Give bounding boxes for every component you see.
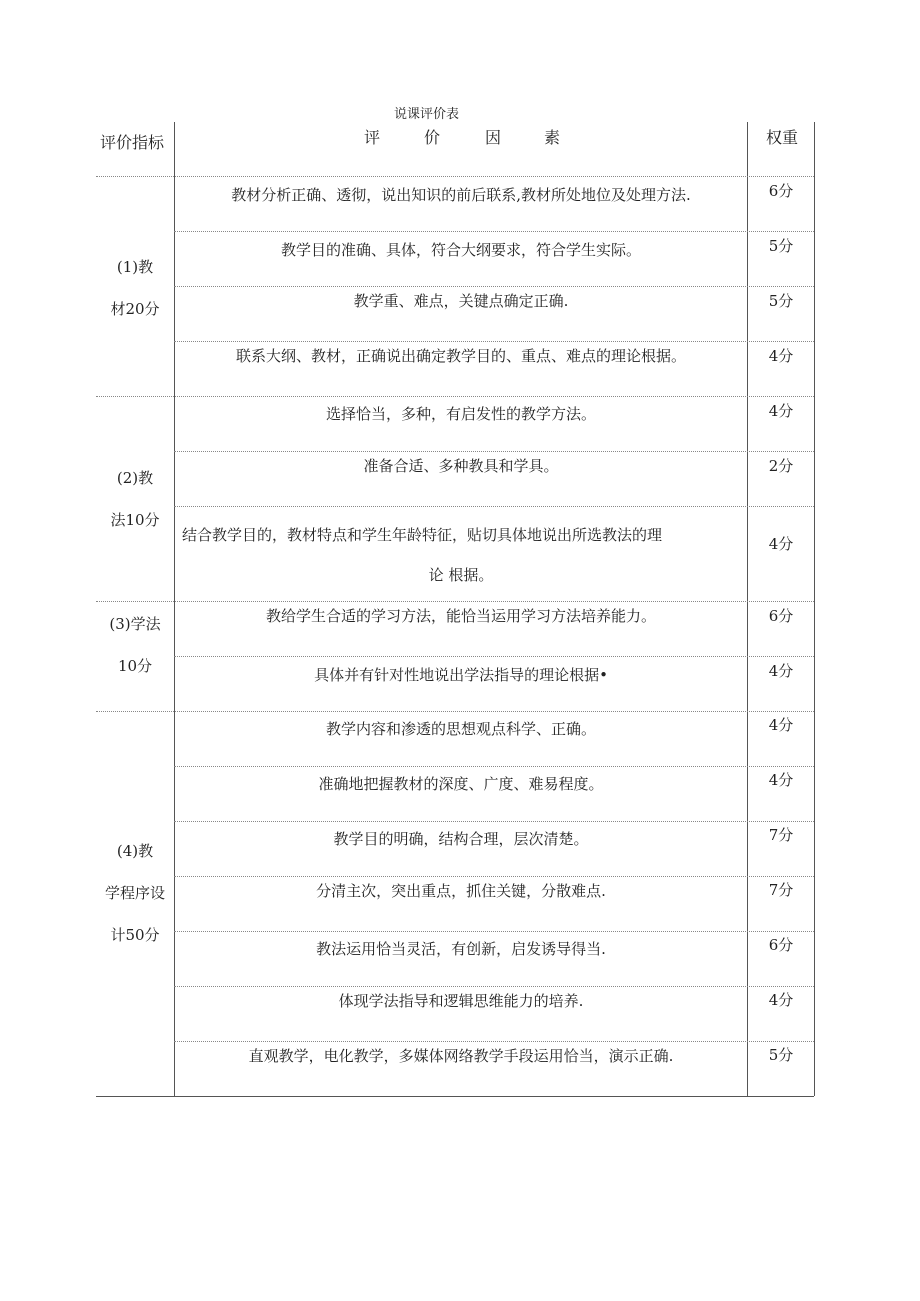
weight-value: 4分 bbox=[768, 991, 794, 1009]
criteria-text: 分清主次，突出重点，抓住关键，分散难点. bbox=[316, 882, 606, 900]
row-divider bbox=[174, 451, 814, 452]
table-border bbox=[174, 122, 175, 1096]
table-border bbox=[814, 122, 815, 1096]
row-divider bbox=[96, 601, 814, 602]
criteria-text: 直观教学，电化教学，多媒体网络教学手段运用恰当，演示正确. bbox=[248, 1047, 674, 1065]
criteria-text: 选择恰当，多种，有启发性的教学方法。 bbox=[325, 405, 596, 423]
table-title: 说课评价表 bbox=[394, 107, 460, 122]
weight-value: 6分 bbox=[768, 182, 794, 200]
indicator-line: (1)教 bbox=[116, 258, 154, 276]
header-criteria-char: 价 bbox=[424, 128, 441, 147]
criteria-text: 体现学法指导和逻辑思维能力的培养. bbox=[338, 992, 584, 1010]
criteria-text: 教学目的明确，结构合理，层次清楚。 bbox=[333, 830, 589, 848]
row-divider bbox=[174, 821, 814, 822]
criteria-text: 教学目的准确、具体，符合大纲要求，符合学生实际。 bbox=[280, 241, 641, 259]
indicator-line: 材20分 bbox=[110, 300, 160, 318]
weight-value: 4分 bbox=[768, 535, 794, 553]
row-divider bbox=[174, 656, 814, 657]
indicator-line: (4)教 bbox=[116, 842, 154, 860]
weight-value: 4分 bbox=[768, 402, 794, 420]
criteria-text: 准确地把握教材的深度、广度、难易程度。 bbox=[318, 775, 604, 793]
row-divider bbox=[174, 1041, 814, 1042]
row-divider bbox=[174, 931, 814, 932]
indicator-label bbox=[96, 603, 174, 687]
weight-value: 4分 bbox=[768, 716, 794, 734]
indicator-label bbox=[96, 830, 174, 956]
criteria-text: 教学内容和渗透的思想观点科学、正确。 bbox=[325, 720, 596, 738]
criteria-text: 教学重、难点，关键点确定正确. bbox=[353, 292, 569, 310]
row-divider bbox=[174, 231, 814, 232]
row-divider bbox=[174, 876, 814, 877]
indicator-line: 10分 bbox=[117, 657, 153, 675]
criteria-text: 教材分析正确、透彻，说出知识的前后联系,教材所处地位及处理方法. bbox=[231, 186, 691, 204]
header-weight: 权重 bbox=[766, 128, 799, 147]
indicator-line: (2)教 bbox=[116, 469, 154, 487]
row-divider bbox=[174, 986, 814, 987]
weight-value: 4分 bbox=[768, 347, 794, 365]
criteria-text-continued: 论 根据。 bbox=[428, 566, 494, 584]
indicator-line: (3)学法 bbox=[109, 615, 161, 633]
header-criteria-char: 评 bbox=[364, 128, 381, 147]
header-criteria-char: 素 bbox=[544, 128, 561, 147]
weight-value: 4分 bbox=[768, 771, 794, 789]
weight-value: 6分 bbox=[768, 607, 794, 625]
header-criteria-char: 因 bbox=[485, 128, 502, 147]
weight-value: 5分 bbox=[768, 237, 794, 255]
weight-value: 7分 bbox=[768, 881, 794, 899]
header-indicator: 评价指标 bbox=[100, 133, 165, 152]
weight-value: 7分 bbox=[768, 826, 794, 844]
row-divider bbox=[174, 766, 814, 767]
weight-value: 5分 bbox=[768, 1046, 794, 1064]
weight-value: 5分 bbox=[768, 292, 794, 310]
row-divider bbox=[96, 396, 814, 397]
indicator-line: 学程序设 bbox=[104, 884, 165, 902]
table-bottom-border bbox=[96, 1096, 814, 1097]
indicator-label bbox=[96, 457, 174, 541]
weight-value: 2分 bbox=[768, 457, 794, 475]
indicator-label bbox=[96, 246, 174, 330]
indicator-line: 法10分 bbox=[110, 511, 160, 529]
row-divider bbox=[174, 341, 814, 342]
criteria-text: 教法运用恰当灵活，有创新，启发诱导得当. bbox=[316, 940, 606, 958]
row-divider bbox=[96, 176, 814, 177]
criteria-text: 教给学生合适的学习方法，能恰当运用学习方法培养能力。 bbox=[265, 607, 656, 625]
weight-value: 6分 bbox=[768, 936, 794, 954]
criteria-text: 结合教学目的，教材特点和学生年龄特征，贴切具体地说出所选教法的理 bbox=[182, 526, 663, 544]
row-divider bbox=[174, 506, 814, 507]
criteria-text: 联系大纲、教材，正确说出确定教学目的、重点、难点的理论根据。 bbox=[235, 347, 686, 365]
indicator-line: 计50分 bbox=[110, 926, 160, 944]
criteria-text: 准备合适、多种教具和学具。 bbox=[363, 457, 559, 475]
row-divider bbox=[174, 286, 814, 287]
weight-value: 4分 bbox=[768, 662, 794, 680]
row-divider bbox=[96, 711, 814, 712]
criteria-text: 具体并有针对性地说出学法指导的理论根据• bbox=[314, 666, 608, 684]
